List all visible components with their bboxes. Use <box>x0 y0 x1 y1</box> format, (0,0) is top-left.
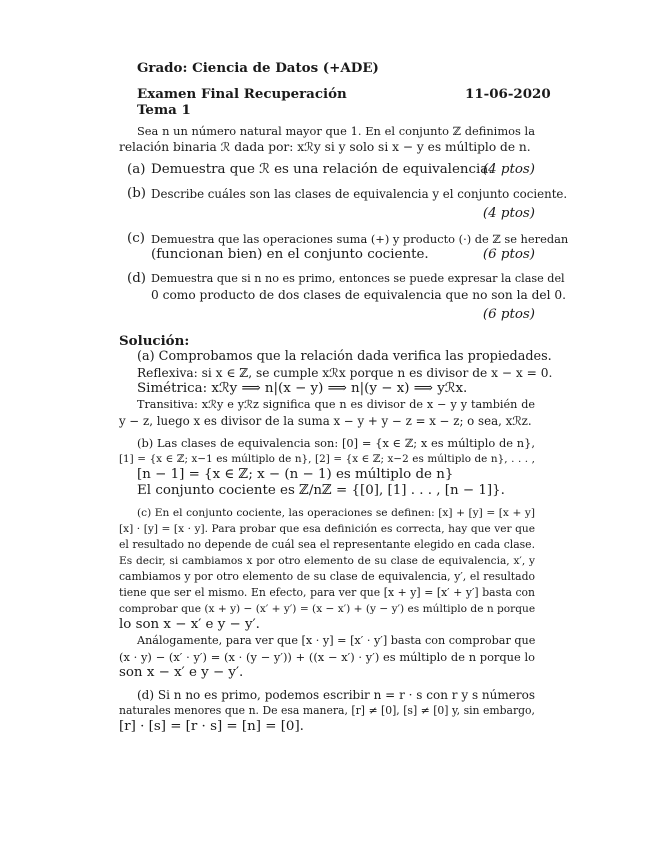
question-a <box>127 162 535 178</box>
exam-date: 11-06-2020 <box>465 86 551 102</box>
solution-line: Análogamente, para ver que [x · y] = [x′ · y′] basta con comprobar que <box>137 634 536 647</box>
question-d <box>127 271 567 325</box>
solution-line: (b) Las clases de equivalencia son: [0] = {x ∈ ℤ; x es múltiplo de n}, <box>137 436 535 450</box>
solution-line: el resultado no depende de cuál sea el representante elegido en cada clase. <box>119 538 535 551</box>
question-text: (funcionan bien) en el conjunto cociente. <box>151 247 429 262</box>
solution-line: Simétrica: xℛy ⟹ n|(x − y) ⟹ n|(y − x) ⟹ yℛx. <box>137 381 468 396</box>
solution-line: (x · y) − (x′ · y′) = (x · (y − y′)) + ((x − x′) · y′) es múltiplo de n porque lo <box>119 650 535 664</box>
solution-line: [n − 1] = {x ∈ ℤ; x − (n − 1) es múltiplo de n} <box>137 467 454 482</box>
question-label: (a) <box>127 162 146 177</box>
statement-line: Sea n un número natural mayor que 1. En el conjunto ℤ definimos la <box>137 124 535 138</box>
question-points: (6 ptos) <box>482 307 535 322</box>
solution-line: Es decir, si cambiamos x por otro elemento de su clase de equivalencia, x′, y <box>119 555 535 567</box>
solution-line: El conjunto cociente es ℤ/nℤ = {[0], [1] . . . , [n − 1]}. <box>137 483 505 498</box>
question-text: 0 como producto de dos clases de equivalencia que no son la del 0. <box>151 288 567 302</box>
question-label: (b) <box>127 186 147 201</box>
question-label: (c) <box>127 231 145 246</box>
question-b <box>127 186 568 222</box>
solution-line: lo son x − x′ e y − y′. <box>119 617 260 632</box>
solution-line: cambiamos y por otro elemento de su clase de equivalencia, y′, el resultado <box>119 570 535 583</box>
question-points: (4 ptos) <box>482 162 535 177</box>
solution-line: (c) En el conjunto cociente, las operaciones se definen: [x] + [y] = [x + y] <box>137 507 535 519</box>
topic-title: Tema 1 <box>137 102 191 118</box>
solution-line: [x] · [y] = [x · y]. Para probar que esa definición es correcta, hay que ver que <box>119 523 535 535</box>
exam-title: Examen Final Recuperación <box>137 86 347 102</box>
solution-line: comprobar que (x + y) − (x′ + y′) = (x − x′) + (y − y′) es múltiplo de n porque <box>119 603 536 615</box>
question-text: Describe cuáles son las clases de equivalencia y el conjunto cociente. <box>151 187 568 201</box>
solution-line: [1] = {x ∈ ℤ; x−1 es múltiplo de n}, [2] = {x ∈ ℤ; x−2 es múltiplo de n}, . . . , <box>119 453 535 465</box>
solution-line: tiene que ser el mismo. En efecto, para ver que [x + y] = [x′ + y′] basta con <box>119 586 535 599</box>
solution-line: son x − x′ e y − y′. <box>119 665 244 680</box>
question-label: (d) <box>127 271 147 286</box>
statement-line: relación binaria ℛ dada por: xℛy si y solo si x − y es múltiplo de n. <box>119 140 531 154</box>
question-text: Demuestra que si n no es primo, entonces se puede expresar la clase del <box>151 272 565 285</box>
solution-line: y − z, luego x es divisor de la suma x − y + y − z = x − z; o sea, xℛz. <box>119 414 532 428</box>
question-points: (4 ptos) <box>482 206 535 221</box>
question-text: Demuestra que las operaciones suma (+) y producto (·) de ℤ se heredan <box>151 232 569 246</box>
question-points: (6 ptos) <box>482 247 535 262</box>
question-c <box>127 231 569 265</box>
solution-title: Solución: <box>119 333 190 349</box>
solution-line: (a) Comprobamos que la relación dada verifica las propiedades. <box>137 349 552 364</box>
degree-title: Grado: Ciencia de Datos (+ADE) <box>137 60 379 76</box>
solution-line: Reflexiva: si x ∈ ℤ, se cumple xℛx porque n es divisor de x − x = 0. <box>137 366 553 380</box>
question-text: Demuestra que ℛ es una relación de equivalencia. <box>151 162 493 177</box>
solution-line: naturales menores que n. De esa manera, [r] ≠ [0], [s] ≠ [0] y, sin embargo, <box>119 704 535 717</box>
solution-line: [r] · [s] = [r · s] = [n] = [0]. <box>119 719 304 734</box>
solution-line: Transitiva: xℛy e yℛz significa que n es divisor de x − y y también de <box>137 398 535 411</box>
solution-line: (d) Si n no es primo, podemos escribir n = r · s con r y s números <box>137 688 535 702</box>
